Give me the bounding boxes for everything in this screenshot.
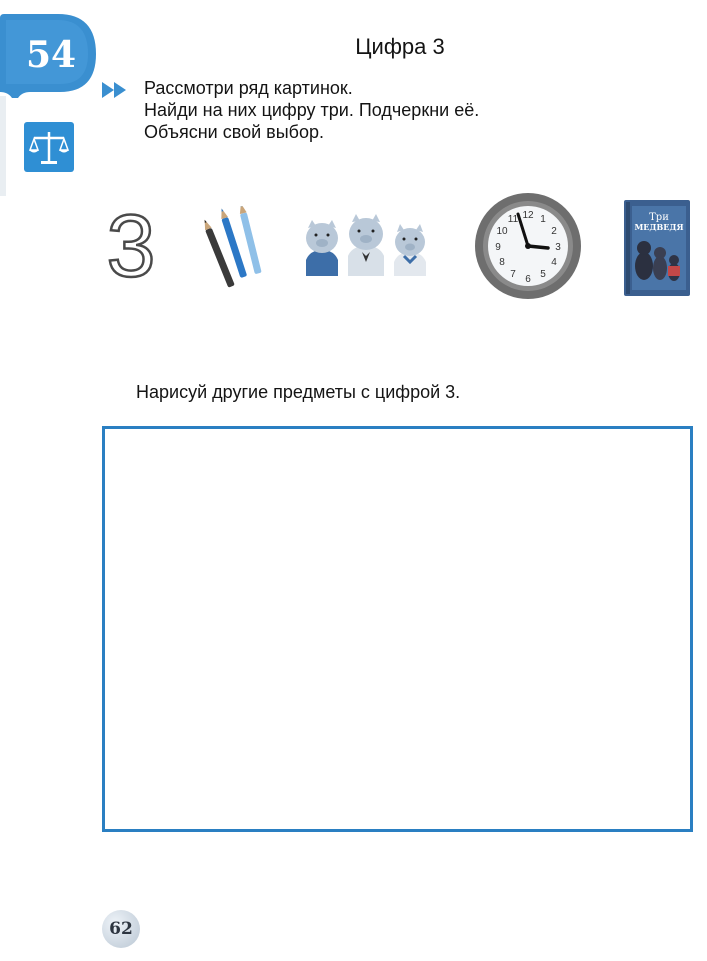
clock-numeral: 4 bbox=[551, 257, 557, 268]
left-margin-strip bbox=[0, 96, 6, 196]
three-pigs-picture bbox=[300, 212, 434, 278]
clock-numeral: 2 bbox=[551, 226, 557, 237]
instruction-line: Объясни свой выбор. bbox=[144, 122, 324, 142]
instruction-line: Рассмотри ряд картинок. bbox=[144, 78, 353, 98]
clock-numeral: 1 bbox=[540, 214, 546, 225]
lesson-number: 54 bbox=[25, 34, 77, 76]
pig bbox=[306, 220, 338, 276]
clock-numeral: 11 bbox=[507, 214, 519, 225]
instruction-line: Найди на них цифру три. Подчеркни её. bbox=[144, 100, 480, 120]
book-title-line2: МЕДВЕДЯ bbox=[634, 222, 684, 232]
hour-hand bbox=[528, 246, 548, 248]
instructions bbox=[144, 77, 479, 143]
clock-numeral: 12 bbox=[522, 210, 534, 221]
page-title: Цифра 3 bbox=[355, 34, 445, 59]
clock-picture bbox=[472, 192, 584, 300]
pencils-picture bbox=[200, 206, 272, 290]
clock-numeral: 9 bbox=[495, 242, 501, 253]
digit-three-picture bbox=[100, 200, 162, 284]
drawing-area[interactable] bbox=[102, 426, 693, 832]
clock-numeral: 3 bbox=[555, 242, 561, 253]
double-arrow-icon bbox=[100, 80, 132, 100]
clock-numeral: 6 bbox=[525, 274, 531, 285]
scales-icon bbox=[24, 122, 74, 172]
pig bbox=[348, 214, 384, 276]
outlined-digit: 3 bbox=[106, 200, 156, 284]
clock-numeral: 7 bbox=[510, 269, 516, 280]
clock-numeral: 10 bbox=[496, 226, 508, 237]
clock-numeral: 8 bbox=[499, 257, 505, 268]
book-title-line1: Три bbox=[649, 212, 669, 223]
page-number: 62 bbox=[102, 910, 140, 948]
clock-numeral: 5 bbox=[540, 269, 546, 280]
draw-prompt: Нарисуй другие предметы с цифрой 3. bbox=[136, 382, 461, 402]
pig bbox=[394, 224, 426, 276]
book-picture bbox=[624, 200, 690, 296]
